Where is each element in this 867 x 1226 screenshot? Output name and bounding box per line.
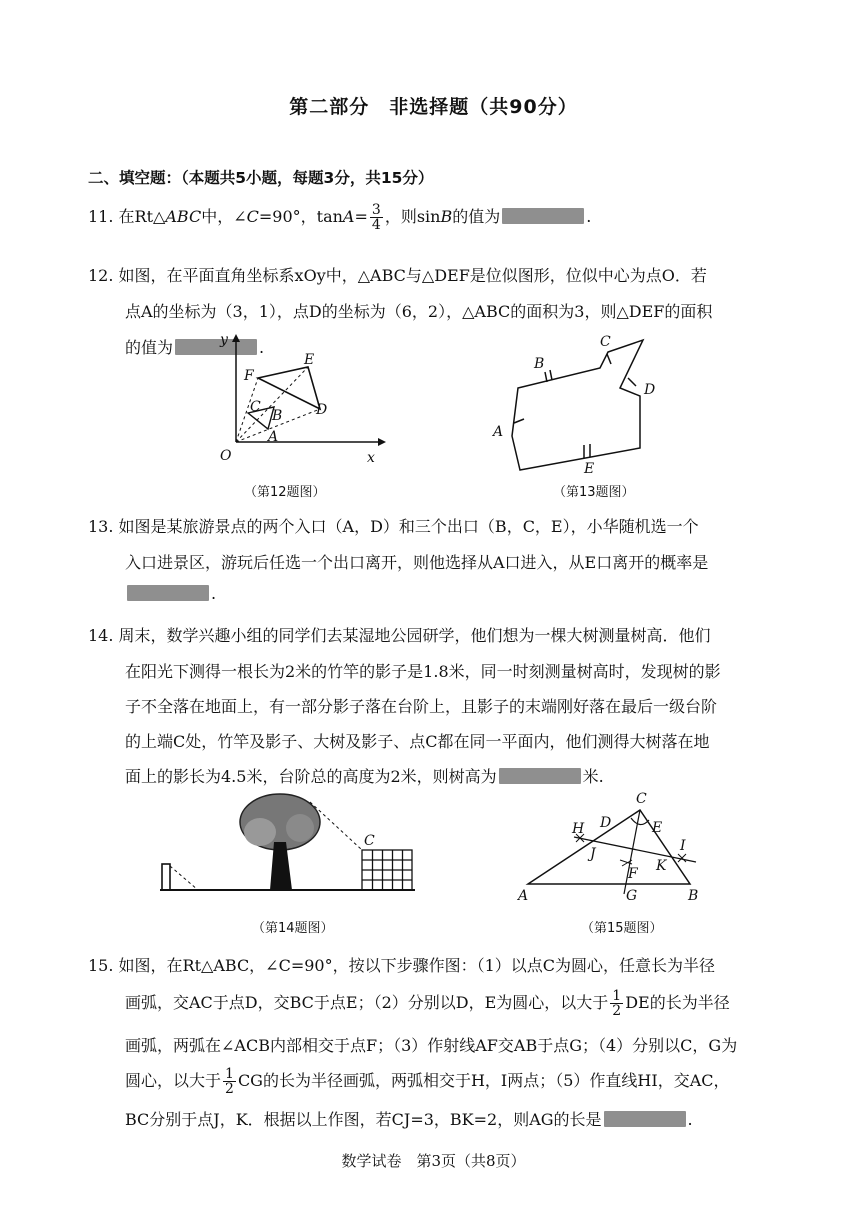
answer-blank: [499, 768, 581, 784]
fig12-label: x: [367, 450, 375, 466]
q15-line: BC分别于点J，K．根据以上作图，若CJ=3，BK=2，则AG的长是: [125, 1110, 602, 1129]
q11-var: A: [342, 207, 355, 226]
question-11: [88, 203, 591, 232]
fig15-label: G: [626, 888, 638, 904]
q14-line: 面上的影长为4.5米，台阶总的高度为2米，则树高为: [125, 767, 497, 786]
fig14-caption: （第14题图）: [252, 921, 334, 936]
q12-line-2: 点A的坐标为（3，1），点D的坐标为（6，2），△ABC的面积为3，则△DEF的面积: [125, 302, 713, 321]
q12-line: .: [259, 338, 265, 357]
fig12-caption: （第12题图）: [244, 485, 326, 500]
q11-fraction: [370, 203, 383, 232]
q15-fraction: [610, 989, 623, 1018]
q15-number: 15.: [88, 956, 114, 975]
q13-line: 如图是某旅游景点的两个入口（A，D）和三个出口（B，C，E），小华随机选一个: [118, 517, 699, 536]
fig15-label: F: [628, 866, 638, 882]
fraction-numerator: 1: [612, 988, 622, 1004]
fig15-label: D: [600, 815, 612, 831]
fig15-label: A: [518, 888, 529, 904]
page-footer: 数学试卷 第3页（共8页）: [341, 1152, 526, 1170]
q15-line: 如图，在Rt△ABC，∠C=90°，按以下步骤作图：（1）以点C为圆心，任意长为半径: [118, 956, 716, 975]
q15-line: 圆心，以大于: [125, 1071, 222, 1090]
q15-line: DE的长为半径: [625, 993, 730, 1012]
q13-line-3: [125, 584, 216, 603]
fig12-label: D: [316, 402, 328, 418]
question-12: [88, 263, 707, 286]
q15-line-3: 画弧，两弧在∠ACB内部相交于点F；（3）作射线AF交AB于点G；（4）分别以C，G为: [125, 1036, 738, 1055]
q12-number: 12.: [88, 266, 114, 285]
q15-line: .: [687, 1110, 693, 1129]
q11-text: 中，∠: [201, 207, 247, 226]
fig12-label: A: [268, 429, 279, 445]
fig13-label: E: [584, 461, 595, 477]
fig15-label: J: [590, 846, 596, 862]
figure-12: [200, 330, 390, 475]
question-13: [88, 514, 699, 537]
fraction-denominator: 2: [225, 1081, 234, 1097]
section-heading: 二、填空题：（本题共5小题，每题3分，共15分）: [88, 169, 434, 187]
q12-line: 的值为: [125, 338, 174, 357]
fig15-label: C: [636, 791, 647, 807]
q11-var: ABC: [165, 207, 202, 226]
answer-blank: [604, 1111, 686, 1127]
page-title: 第二部分 非选择题（共90分）: [289, 96, 578, 118]
fig15-label: I: [680, 838, 686, 854]
answer-blank: [502, 208, 584, 224]
fig13-caption: （第13题图）: [553, 485, 635, 500]
q12-line: 如图，在平面直角坐标系xOy中，△ABC与△DEF是位似图形，位似中心为点O．若: [118, 266, 707, 285]
fig15-label: K: [656, 858, 667, 874]
question-15: [88, 953, 715, 976]
answer-blank: [127, 585, 209, 601]
fig15-label: E: [652, 820, 663, 836]
fraction-numerator: 1: [225, 1066, 234, 1082]
q13-number: 13.: [88, 517, 114, 536]
q11-text: 的值为: [452, 207, 501, 226]
q11-text: ，则sin: [384, 207, 441, 226]
fraction-denominator: 4: [371, 217, 381, 233]
figure-14: [150, 790, 430, 900]
q14-line-5: [125, 764, 604, 787]
q15-line-5: [125, 1107, 693, 1130]
q15-line-4: [125, 1067, 730, 1096]
q15-line-2: [125, 989, 730, 1018]
figure-15: [510, 790, 710, 905]
q15-fraction: [223, 1067, 236, 1096]
q11-text: =: [354, 207, 368, 226]
fig12-label: B: [272, 408, 283, 424]
fig12-label: O: [220, 448, 232, 464]
fig12-label: E: [304, 352, 315, 368]
q14-line-3: 子不全落在地面上，有一部分影子落在台阶上，且影子的末端刚好落在最后一级台阶: [125, 697, 718, 716]
q15-line: 画弧，交AC于点D，交BC于点E；（2）分别以D，E为圆心，以大于: [125, 993, 609, 1012]
fig14-label: C: [364, 833, 375, 849]
fig12-label: C: [250, 399, 261, 415]
q13-line: .: [211, 584, 217, 603]
q11-number: 11.: [88, 207, 114, 226]
figure-13: [490, 330, 670, 480]
q14-line-4: 的上端C处，竹竿及影子、大树及影子、点C都在同一平面内，他们测得大树落在地: [125, 732, 710, 751]
q11-text: =90°，tan: [258, 207, 343, 226]
fig15-label: B: [688, 888, 699, 904]
q14-line: 周末，数学兴趣小组的同学们去某湿地公园研学，他们想为一棵大树测量树高．他们: [118, 626, 711, 645]
fig13-label: C: [600, 334, 611, 350]
q11-text: .: [586, 207, 592, 226]
fig12-label: F: [244, 368, 254, 384]
q11-var: B: [440, 207, 453, 226]
fig13-label: D: [644, 382, 656, 398]
q15-line: CG的长为半径画弧，两弧相交于H，I两点；（5）作直线HI，交AC，: [237, 1071, 730, 1090]
q14-number: 14.: [88, 626, 114, 645]
question-14: [88, 623, 711, 646]
q14-line-2: 在阳光下测得一根长为2米的竹竿的影子是1.8米，同一时刻测量树高时，发现树的影: [125, 662, 721, 681]
q11-text: 在Rt△: [118, 207, 166, 226]
fig13-label: A: [493, 424, 504, 440]
fraction-numerator: 3: [371, 202, 381, 218]
q14-line: 米.: [582, 767, 604, 786]
fig15-caption: （第15题图）: [581, 921, 663, 936]
fraction-denominator: 2: [612, 1003, 622, 1019]
fig12-label: y: [220, 332, 228, 348]
fig13-label: B: [534, 356, 545, 372]
fig15-label: H: [572, 821, 585, 837]
q11-var: C: [246, 207, 259, 226]
q13-line-2: 入口进景区，游玩后任选一个出口离开，则他选择从A口进入，从E口离开的概率是: [125, 553, 709, 572]
